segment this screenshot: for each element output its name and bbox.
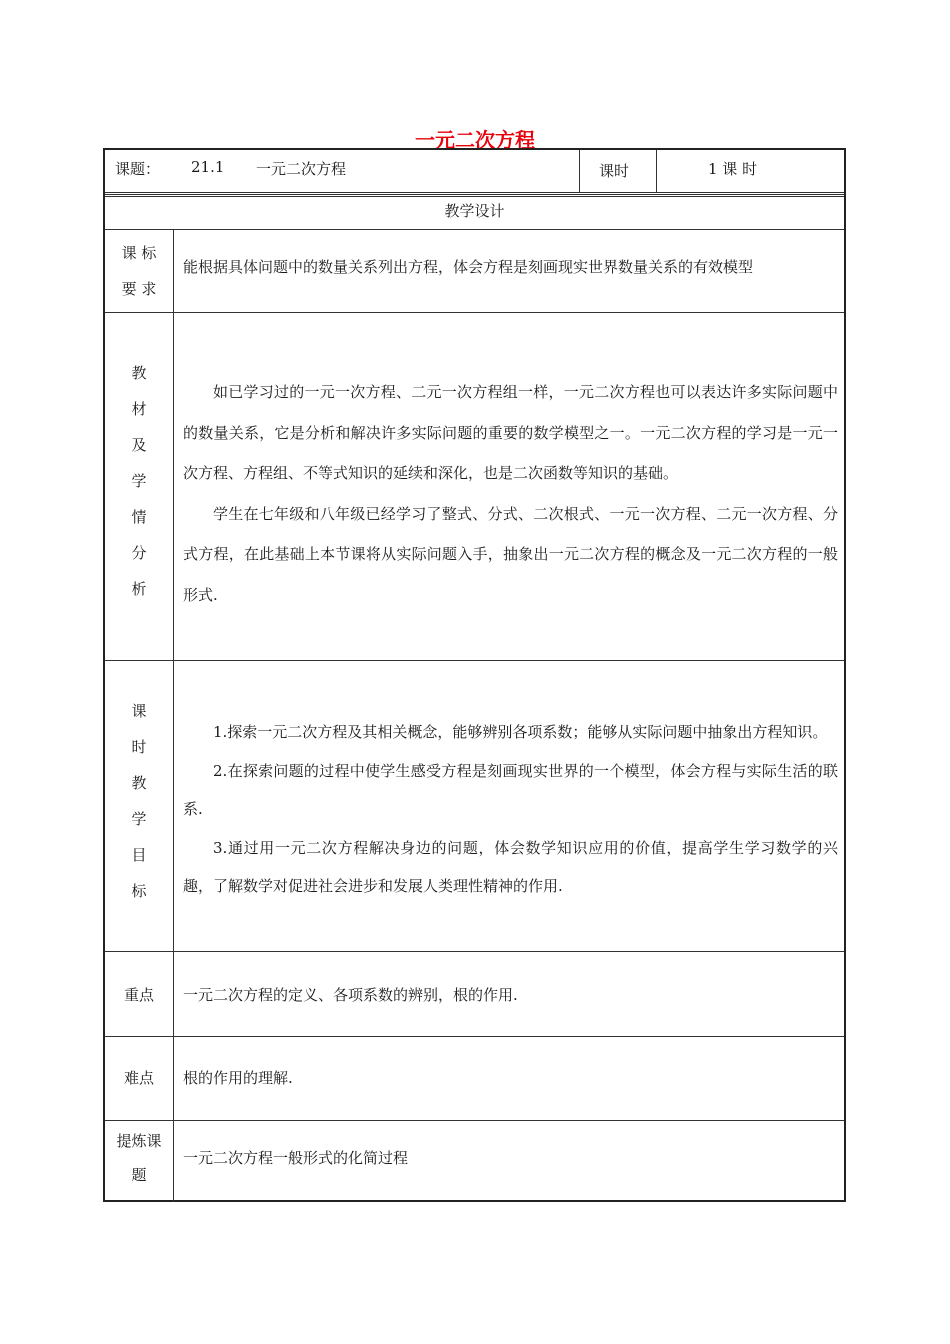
analysis-label-char: 情 (131, 508, 147, 526)
analysis-label (105, 355, 173, 607)
refined-topic-label-line: 提炼课 (116, 1132, 162, 1150)
curriculum-content: 能根据具体问题中的数量关系列出方程，体会方程是刻画现实世界数量关系的有效模型 (183, 258, 754, 276)
objectives-label-char: 标 (131, 882, 147, 900)
analysis-content (183, 372, 838, 615)
refined-topic-label-line: 题 (131, 1166, 147, 1184)
period-label: 课时 (599, 162, 630, 180)
row-divider (105, 1036, 844, 1037)
period-value: 1 课 时 (708, 160, 758, 178)
topic-name: 一元二次方程 (256, 160, 347, 178)
analysis-label-char: 分 (131, 544, 147, 562)
analysis-label-char: 析 (131, 580, 147, 598)
document-title: 一元二次方程 (415, 128, 535, 152)
topic-label: 课题： (115, 160, 161, 178)
objectives-label (105, 693, 173, 909)
row-divider (105, 312, 844, 313)
curriculum-label (105, 235, 173, 307)
row-divider (105, 660, 844, 661)
column-divider (173, 229, 174, 1202)
objectives-label-char: 目 (131, 846, 147, 864)
curriculum-label-line: 课 标 (121, 244, 157, 262)
objectives-label-char: 课 (131, 702, 147, 720)
column-divider (579, 150, 580, 192)
row-divider (105, 229, 844, 230)
difficulty-label: 难点 (123, 1069, 154, 1087)
analysis-label-char: 学 (131, 472, 147, 490)
analysis-paragraph: 如已学习过的一元一次方程、二元一次方程组一样，一元二次方程也可以表达许多实际问题中的数量关系，它是分析和解决许多实际问题的重要的数学模型之一。一元二次方程的学习是一元一次方程、方程组、不等式知识的延续和深化，也是二次函数等知识的基础。 (183, 383, 838, 482)
objectives-content (183, 713, 838, 906)
key-point-label: 重点 (123, 986, 154, 1004)
column-divider (656, 150, 657, 192)
refined-topic-content: 一元二次方程一般形式的化简过程 (183, 1149, 409, 1167)
row-divider (105, 194, 844, 197)
objectives-label-char: 时 (131, 738, 147, 756)
row-divider (105, 192, 844, 193)
analysis-label-char: 材 (131, 400, 147, 418)
refined-topic-label (105, 1124, 173, 1192)
objective-item: 3.通过用一元二次方程解决身边的问题，体会数学知识应用的价值，提高学生学习数学的兴趣，了解数学对促进社会进步和发展人类理性精神的作用. (183, 838, 838, 895)
key-point-content: 一元二次方程的定义、各项系数的辨别，根的作用. (183, 986, 518, 1004)
lesson-plan-table (103, 148, 846, 1202)
objectives-label-char: 学 (131, 810, 147, 828)
objective-item: 1.探索一元二次方程及其相关概念，能够辨别各项系数；能够从实际问题中抽象出方程知识。 (213, 723, 828, 741)
design-heading: 教学设计 (444, 202, 505, 220)
analysis-label-char: 及 (131, 436, 147, 454)
row-divider (105, 951, 844, 952)
curriculum-label-line: 要 求 (121, 280, 157, 298)
row-divider (105, 1120, 844, 1121)
objective-item: 2.在探索问题的过程中使学生感受方程是刻画现实世界的一个模型，体会方程与实际生活的联系. (183, 761, 838, 818)
analysis-label-char: 教 (131, 364, 147, 382)
topic-number: 21.1 (191, 158, 225, 176)
objectives-label-char: 教 (131, 774, 147, 792)
difficulty-content: 根的作用的理解. (183, 1069, 293, 1087)
analysis-paragraph: 学生在七年级和八年级已经学习了整式、分式、二次根式、一元一次方程、二元一次方程、分式方程，在此基础上本节课将从实际问题入手，抽象出一元二次方程的概念及一元二次方程的一般形式. (183, 504, 838, 604)
